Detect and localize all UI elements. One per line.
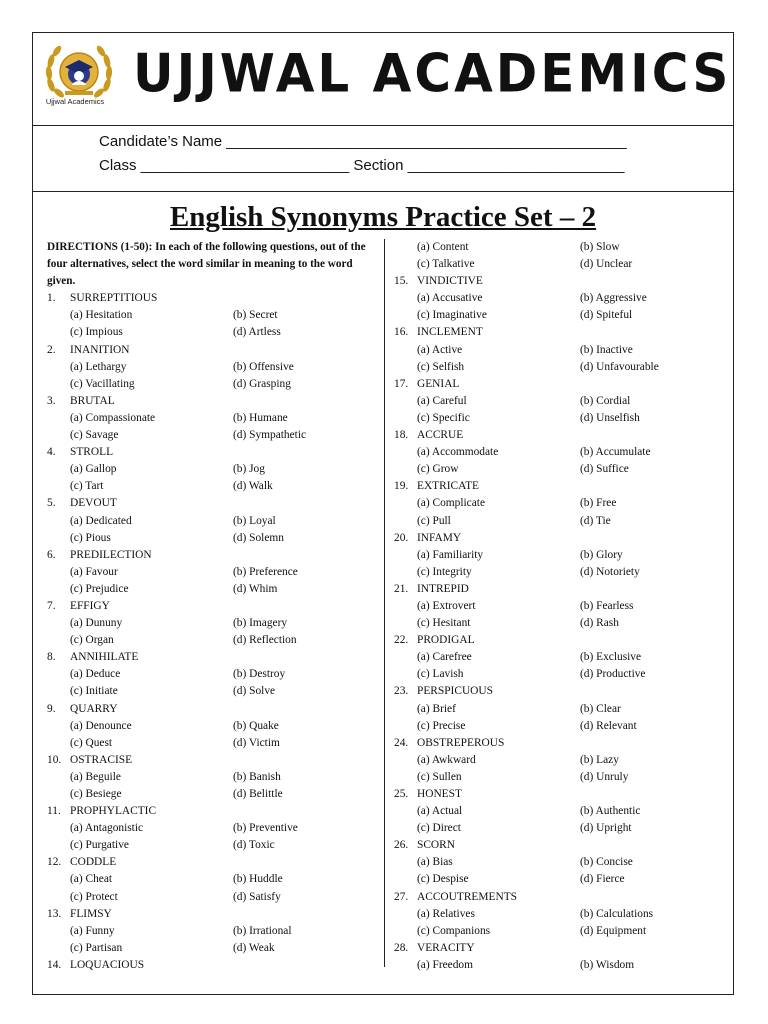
question-word: VERACITY <box>417 941 475 954</box>
option-row <box>394 239 724 256</box>
option-row <box>47 478 377 495</box>
option-a: (a) Dedicated <box>70 514 132 527</box>
option-b: (b) Destroy <box>233 668 286 681</box>
option-b: (b) Fearless <box>580 599 634 612</box>
question-number: 1. <box>47 292 56 305</box>
question-number: 17. <box>394 377 409 390</box>
option-c: (c) Direct <box>417 822 461 835</box>
option-c: (c) Partisan <box>70 941 123 954</box>
question-item <box>394 632 724 649</box>
question-word: ACCOUTREMENTS <box>417 890 517 903</box>
question-item <box>394 376 724 393</box>
option-c: (c) Imaginative <box>417 309 487 322</box>
option-b: (b) Offensive <box>233 360 294 373</box>
option-b: (b) Quake <box>233 719 279 732</box>
option-row <box>47 615 377 632</box>
option-d: (d) Rash <box>580 617 619 630</box>
question-word: OSTRACISE <box>70 753 133 766</box>
question-word: QUARRY <box>70 702 118 715</box>
question-number: 8. <box>47 651 56 664</box>
option-b: (b) Jog <box>233 463 265 476</box>
option-c: (c) Hesitant <box>417 617 471 630</box>
question-item <box>47 906 377 923</box>
question-word: PRODIGAL <box>417 634 475 647</box>
candidate-info <box>33 125 733 192</box>
option-row <box>47 530 377 547</box>
option-c: (c) Talkative <box>417 258 475 271</box>
option-b: (b) Lazy <box>580 753 619 766</box>
question-number: 22. <box>394 634 409 647</box>
academy-name: UJJWAL ACADEMICS <box>133 43 732 104</box>
option-d: (d) Solve <box>233 685 276 698</box>
option-d: (d) Unruly <box>580 770 629 783</box>
option-d: (d) Relevant <box>580 719 637 732</box>
question-number: 10. <box>47 753 62 766</box>
option-row <box>394 820 724 837</box>
option-row <box>47 871 377 888</box>
option-c: (c) Despise <box>417 873 469 886</box>
option-d: (d) Grasping <box>233 377 291 390</box>
option-d: (d) Upright <box>580 822 632 835</box>
option-row <box>394 923 724 940</box>
option-c: (c) Pull <box>417 514 451 527</box>
question-item <box>47 598 377 615</box>
question-word: DEVOUT <box>70 497 117 510</box>
candidate-name-field: Candidate’s Name ________________________________________________ <box>99 133 627 150</box>
option-row <box>394 495 724 512</box>
option-row <box>47 837 377 854</box>
option-row <box>394 871 724 888</box>
question-item <box>394 940 724 957</box>
option-d: (d) Equipment <box>580 924 647 937</box>
option-d: (d) Belittle <box>233 788 283 800</box>
question-number: 6. <box>47 548 56 561</box>
option-d: (d) Reflection <box>233 634 297 647</box>
option-row <box>394 256 724 273</box>
question-item <box>47 649 377 666</box>
option-c: (c) Specific <box>417 411 470 424</box>
question-number: 16. <box>394 326 409 339</box>
option-row <box>394 718 724 735</box>
question-item <box>394 735 724 752</box>
option-a: (a) Beguile <box>70 770 121 783</box>
worksheet-page <box>32 32 734 995</box>
option-a: (a) Careful <box>417 394 467 407</box>
option-a: (a) Lethargy <box>70 360 127 373</box>
option-d: (d) Artless <box>233 326 281 339</box>
option-a: (a) Favour <box>70 565 118 578</box>
question-number: 24. <box>394 736 409 749</box>
option-b: (b) Huddle <box>233 873 283 886</box>
option-b: (b) Wisdom <box>580 958 635 971</box>
option-d: (d) Unselfish <box>580 411 640 424</box>
question-word: INTREPID <box>417 582 469 595</box>
question-word: EXTRICATE <box>417 480 480 493</box>
option-b: (b) Preventive <box>233 822 298 835</box>
option-row <box>47 581 377 598</box>
question-number: 26. <box>394 839 409 852</box>
option-a: (a) Dununy <box>70 617 123 630</box>
question-item <box>394 530 724 547</box>
question-number: 12. <box>47 856 62 869</box>
option-c: (c) Integrity <box>417 565 472 578</box>
option-b: (b) Inactive <box>580 343 633 356</box>
option-b: (b) Calculations <box>580 907 654 920</box>
option-c: (c) Lavish <box>417 668 464 681</box>
option-d: (d) Unclear <box>580 258 633 271</box>
question-number: 21. <box>394 582 409 595</box>
option-d: (d) Weak <box>233 941 275 954</box>
option-d: (d) Whim <box>233 582 278 595</box>
option-b: (b) Irrational <box>233 924 292 937</box>
question-word: OBSTREPEROUS <box>417 736 505 749</box>
option-row <box>47 718 377 735</box>
option-row <box>394 615 724 632</box>
option-b: (b) Aggressive <box>580 292 647 305</box>
option-row <box>394 957 724 974</box>
option-c: (c) Quest <box>70 736 113 749</box>
option-a: (a) Bias <box>417 856 453 869</box>
option-a: (a) Accommodate <box>417 446 499 459</box>
option-row <box>47 940 377 957</box>
option-d: (d) Productive <box>580 668 646 681</box>
option-b: (b) Slow <box>580 241 620 253</box>
question-number: 11. <box>47 805 61 818</box>
question-number: 4. <box>47 446 56 459</box>
question-word: CODDLE <box>70 856 117 869</box>
question-number: 15. <box>394 275 409 288</box>
class-section-field: Class _________________________ Section __________________________ <box>99 157 625 174</box>
option-c: (c) Sullen <box>417 770 462 783</box>
question-number: 23. <box>394 685 409 698</box>
option-row <box>394 342 724 359</box>
question-item <box>47 854 377 871</box>
option-b: (b) Clear <box>580 702 621 715</box>
question-number: 28. <box>394 941 409 954</box>
option-b: (b) Cordial <box>580 394 631 407</box>
option-a: (a) Actual <box>417 805 463 818</box>
option-a: (a) Freedom <box>417 958 473 971</box>
option-row <box>47 376 377 393</box>
question-word: INANITION <box>70 343 130 356</box>
right-column <box>394 239 724 974</box>
question-item <box>47 444 377 461</box>
option-a: (a) Denounce <box>70 719 132 732</box>
option-a: (a) Deduce <box>70 668 121 681</box>
option-row <box>47 461 377 478</box>
option-d: (d) Tie <box>580 514 611 527</box>
option-c: (c) Initiate <box>70 685 118 698</box>
question-item <box>47 547 377 564</box>
question-number: 5. <box>47 497 56 510</box>
option-a: (a) Gallop <box>70 463 117 476</box>
question-word: FLIMSY <box>70 907 112 920</box>
left-column <box>47 239 377 974</box>
option-row <box>394 444 724 461</box>
column-divider <box>384 239 385 967</box>
option-a: (a) Relatives <box>417 907 475 920</box>
option-row <box>47 666 377 683</box>
question-word: PROPHYLACTIC <box>70 805 157 818</box>
option-c: (c) Organ <box>70 634 114 647</box>
question-number: 27. <box>394 890 409 903</box>
option-a: (a) Extrovert <box>417 599 476 612</box>
option-a: (a) Carefree <box>417 651 472 664</box>
question-item <box>47 957 377 974</box>
option-a: (a) Brief <box>417 702 456 715</box>
option-d: (d) Walk <box>233 480 273 493</box>
option-row <box>47 735 377 752</box>
option-row <box>394 564 724 581</box>
question-word: LOQUACIOUS <box>70 958 145 971</box>
question-word: GENIAL <box>417 377 460 390</box>
option-row <box>394 513 724 530</box>
option-b: (b) Banish <box>233 770 281 783</box>
option-row <box>394 307 724 324</box>
question-item <box>47 803 377 820</box>
option-a: (a) Cheat <box>70 873 113 886</box>
question-item <box>394 889 724 906</box>
option-c: (c) Tart <box>70 480 104 493</box>
option-d: (d) Victim <box>233 736 280 749</box>
option-d: (d) Solemn <box>233 531 284 544</box>
option-row <box>394 290 724 307</box>
question-item <box>47 342 377 359</box>
option-c: (c) Protect <box>70 890 118 903</box>
question-item <box>394 837 724 854</box>
option-row <box>394 649 724 666</box>
question-item <box>394 581 724 598</box>
question-word: VINDICTIVE <box>417 275 483 288</box>
option-b: (b) Imagery <box>233 617 288 630</box>
option-b: (b) Concise <box>580 856 633 869</box>
option-c: (c) Vacillating <box>70 377 135 390</box>
option-a: (a) Complicate <box>417 497 485 510</box>
question-word: EFFIGY <box>70 599 110 612</box>
option-row <box>394 906 724 923</box>
option-a: (a) Funny <box>70 924 115 937</box>
option-row <box>394 598 724 615</box>
option-b: (b) Authentic <box>580 805 641 818</box>
option-row <box>394 752 724 769</box>
question-word: SCORN <box>417 839 455 852</box>
option-d: (d) Notoriety <box>580 565 640 578</box>
option-c: (c) Pious <box>70 531 111 544</box>
option-b: (b) Loyal <box>233 514 276 527</box>
question-item <box>394 786 724 803</box>
question-item <box>47 701 377 718</box>
option-row <box>47 324 377 341</box>
question-item <box>47 495 377 512</box>
question-number: 18. <box>394 429 409 442</box>
option-a: (a) Content <box>417 241 469 253</box>
question-item <box>394 324 724 341</box>
option-row <box>394 461 724 478</box>
option-c: (c) Grow <box>417 463 459 476</box>
option-row <box>394 701 724 718</box>
option-row <box>47 889 377 906</box>
option-row <box>47 923 377 940</box>
option-a: (a) Awkward <box>417 753 476 766</box>
question-number: 3. <box>47 394 56 407</box>
question-word: BRUTAL <box>70 394 115 407</box>
option-b: (b) Glory <box>580 548 623 561</box>
option-row <box>394 854 724 871</box>
question-item <box>47 393 377 410</box>
option-d: (d) Spiteful <box>580 309 633 322</box>
option-row <box>47 359 377 376</box>
option-b: (b) Preference <box>233 565 298 578</box>
option-d: (d) Suffice <box>580 463 629 476</box>
question-word: PERSPICUOUS <box>417 685 493 698</box>
option-d: (d) Toxic <box>233 839 275 852</box>
question-number: 2. <box>47 343 56 356</box>
option-row <box>394 393 724 410</box>
option-d: (d) Sympathetic <box>233 429 307 442</box>
option-row <box>394 547 724 564</box>
question-word: HONEST <box>417 788 462 800</box>
question-number: 20. <box>394 531 409 544</box>
option-a: (a) Hesitation <box>70 309 133 322</box>
page-title: English Synonyms Practice Set – 2 <box>169 201 597 233</box>
option-c: (c) Besiege <box>70 788 122 800</box>
question-number: 7. <box>47 599 56 612</box>
option-row <box>47 564 377 581</box>
question-word: STROLL <box>70 446 114 459</box>
option-b: (b) Humane <box>233 411 288 424</box>
option-row <box>47 683 377 700</box>
option-row <box>394 769 724 786</box>
option-row <box>394 410 724 427</box>
question-number: 25. <box>394 788 409 800</box>
option-b: (b) Secret <box>233 309 278 322</box>
option-row <box>47 307 377 324</box>
option-row <box>47 632 377 649</box>
option-a: (a) Accusative <box>417 292 483 305</box>
option-row <box>47 427 377 444</box>
question-item <box>394 273 724 290</box>
option-d: (d) Unfavourable <box>580 360 659 373</box>
option-c: (c) Prejudice <box>70 582 129 595</box>
option-a: (a) Familiarity <box>417 548 484 561</box>
option-row <box>47 786 377 803</box>
question-item <box>47 752 377 769</box>
question-word: ACCRUE <box>417 429 464 442</box>
question-word: INCLEMENT <box>417 326 483 339</box>
option-row <box>394 666 724 683</box>
academy-logo <box>41 39 117 119</box>
directions-text: DIRECTIONS (1-50): In each of the following questions, out of the four alternatives, select the word similar in meaning to the word given. <box>47 241 366 288</box>
option-row <box>394 803 724 820</box>
page-header <box>33 33 733 126</box>
option-row <box>47 410 377 427</box>
question-number: 14. <box>47 958 62 971</box>
option-b: (b) Free <box>580 497 617 510</box>
option-b: (b) Accumulate <box>580 446 651 459</box>
question-word: INFAMY <box>417 531 462 544</box>
option-c: (c) Companions <box>417 924 491 937</box>
option-a: (a) Antagonistic <box>70 822 144 835</box>
question-item <box>394 683 724 700</box>
option-row <box>47 513 377 530</box>
question-word: PREDILECTION <box>70 548 152 561</box>
question-word: ANNIHILATE <box>70 651 139 664</box>
question-word: SURREPTITIOUS <box>70 292 158 305</box>
option-c: (c) Selfish <box>417 360 465 373</box>
question-item <box>47 290 377 307</box>
option-b: (b) Exclusive <box>580 651 642 664</box>
option-a: (a) Compassionate <box>70 411 156 424</box>
option-a: (a) Active <box>417 343 463 356</box>
option-d: (d) Satisfy <box>233 890 281 903</box>
question-number: 19. <box>394 480 409 493</box>
question-item <box>394 427 724 444</box>
option-row <box>47 820 377 837</box>
option-row <box>47 769 377 786</box>
option-c: (c) Precise <box>417 719 466 732</box>
option-c: (c) Savage <box>70 429 119 442</box>
option-d: (d) Fierce <box>580 873 625 886</box>
question-item <box>394 478 724 495</box>
option-row <box>394 359 724 376</box>
question-number: 9. <box>47 702 56 715</box>
option-c: (c) Purgative <box>70 839 129 852</box>
question-number: 13. <box>47 907 62 920</box>
logo-caption: Ujjwal Academics <box>45 97 105 106</box>
option-c: (c) Impious <box>70 326 123 339</box>
